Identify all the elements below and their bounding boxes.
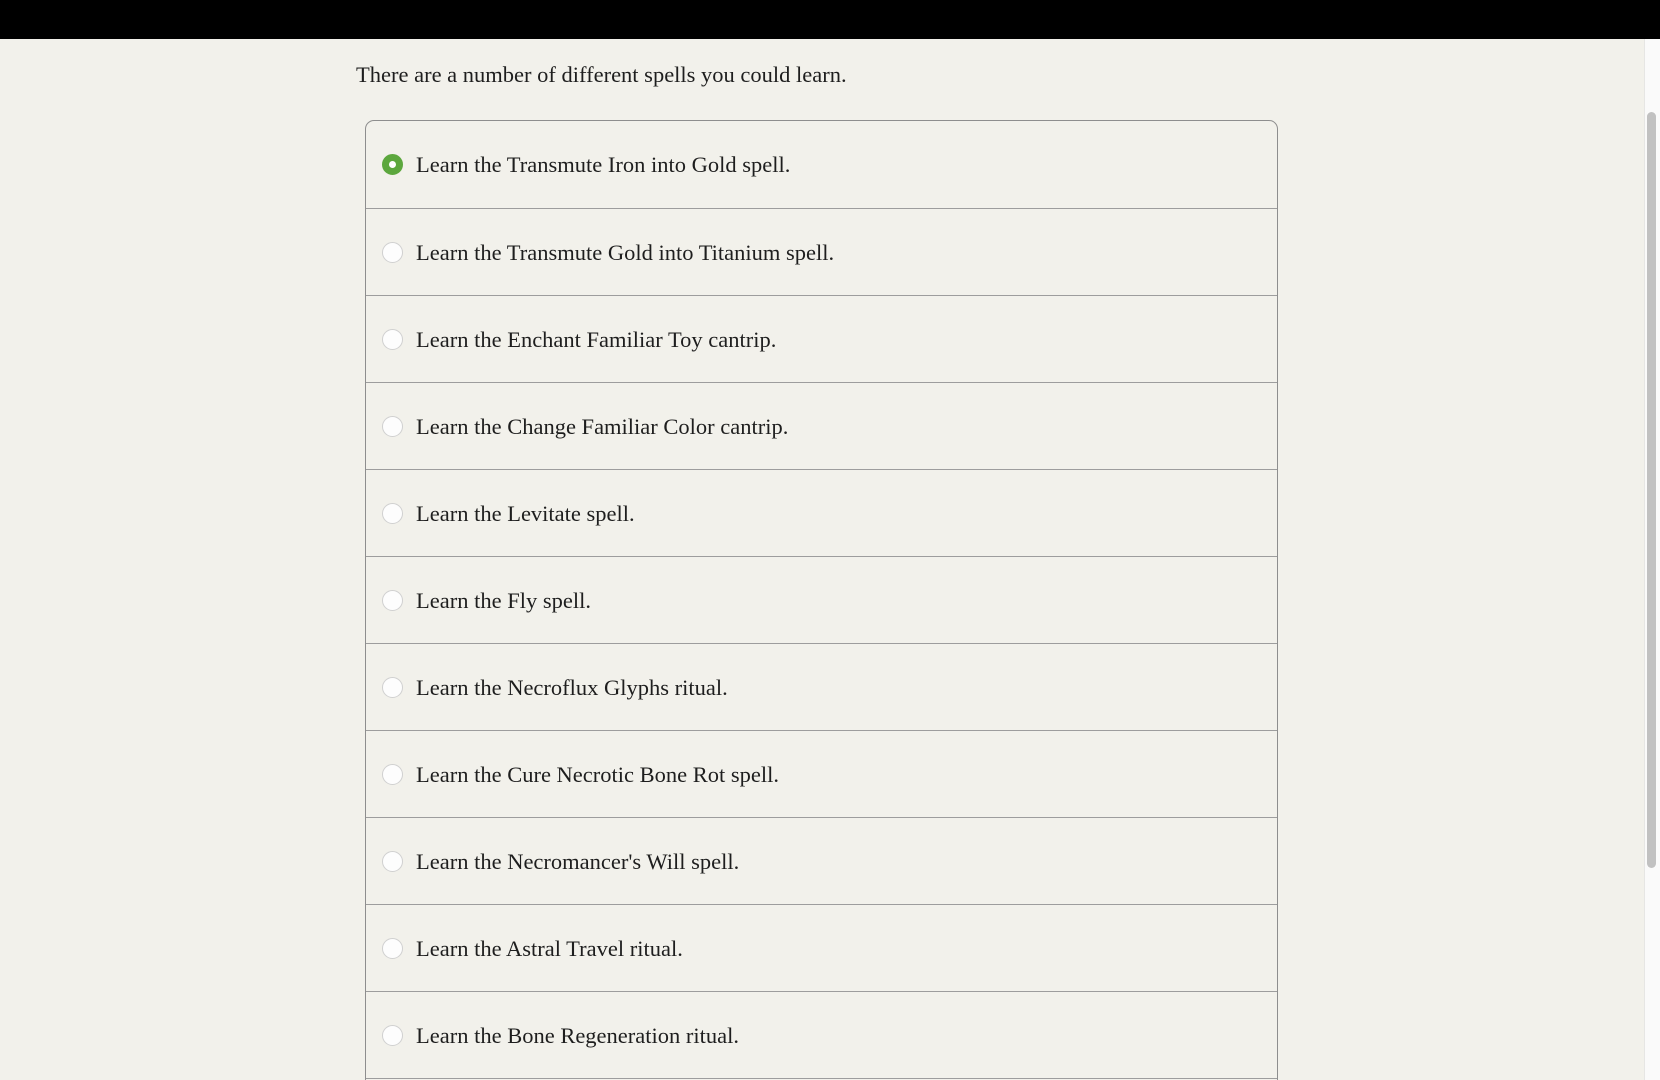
option-label: Learn the Change Familiar Color cantrip. (416, 413, 789, 439)
option-label: Learn the Necromancer's Will spell. (416, 848, 740, 874)
option-label: Learn the Levitate spell. (416, 500, 635, 526)
radio-button-icon[interactable] (382, 764, 403, 785)
option-row[interactable] (366, 556, 1277, 643)
option-label: Learn the Necroflux Glyphs ritual. (416, 674, 728, 700)
option-label: Learn the Astral Travel ritual. (416, 935, 683, 961)
option-row[interactable] (366, 817, 1277, 904)
radio-button-icon[interactable] (382, 416, 403, 437)
radio-button-icon[interactable] (382, 938, 403, 959)
radio-button-icon[interactable] (382, 1025, 403, 1046)
radio-button-icon[interactable] (382, 154, 403, 175)
option-row[interactable] (366, 208, 1277, 295)
option-row[interactable] (366, 121, 1277, 208)
scrollbar-thumb[interactable] (1647, 112, 1656, 868)
option-row[interactable] (366, 991, 1277, 1078)
option-row[interactable] (366, 730, 1277, 817)
option-row[interactable] (366, 382, 1277, 469)
radio-button-icon[interactable] (382, 590, 403, 611)
option-label: Learn the Fly spell. (416, 587, 591, 613)
radio-button-icon[interactable] (382, 242, 403, 263)
option-label: Learn the Transmute Gold into Titanium spell. (416, 239, 835, 265)
option-label: Learn the Enchant Familiar Toy cantrip. (416, 326, 777, 352)
radio-button-icon[interactable] (382, 329, 403, 350)
option-row[interactable] (366, 643, 1277, 730)
option-label: Learn the Cure Necrotic Bone Rot spell. (416, 761, 780, 787)
options-list-rows (366, 121, 1277, 1078)
option-row[interactable] (366, 295, 1277, 382)
option-label: Learn the Bone Regeneration ritual. (416, 1022, 739, 1048)
top-bar (0, 0, 1660, 39)
question-text: There are a number of different spells you could learn. (356, 62, 847, 87)
options-list (365, 120, 1278, 1080)
radio-button-icon[interactable] (382, 851, 403, 872)
option-label: Learn the Transmute Iron into Gold spell. (416, 152, 791, 177)
radio-button-icon[interactable] (382, 503, 403, 524)
option-row[interactable] (366, 469, 1277, 556)
radio-button-icon[interactable] (382, 677, 403, 698)
option-row[interactable] (366, 904, 1277, 991)
